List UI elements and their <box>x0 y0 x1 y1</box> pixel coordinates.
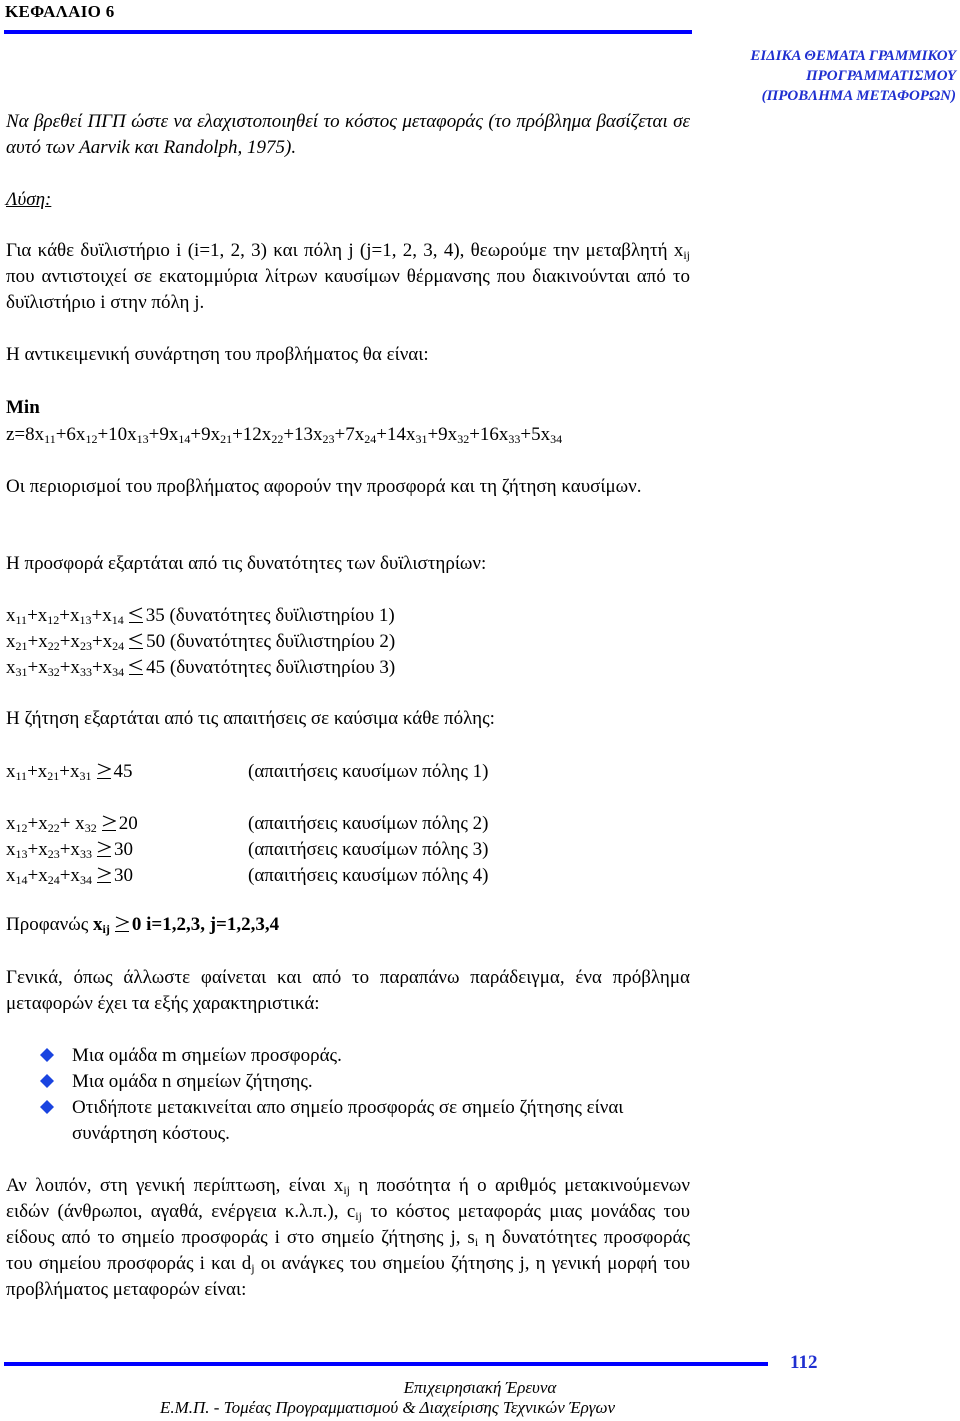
subscript: 14 <box>178 432 191 446</box>
variable: x <box>6 865 16 886</box>
geq-symbol <box>96 869 112 883</box>
subscript: 33 <box>79 665 92 679</box>
variable: x <box>6 761 16 782</box>
subscript: 13 <box>15 847 28 861</box>
subscript: 14 <box>15 873 28 887</box>
rhs-value: 20 <box>118 813 138 834</box>
supply-constraint <box>6 655 395 681</box>
objective-coefficient: +16x <box>469 424 509 445</box>
demand-constraint <box>6 759 133 785</box>
variable: +x <box>27 761 48 782</box>
footer-rule <box>4 1362 768 1366</box>
constraint-note: (απαιτήσεις καυσίμων πόλης 3) <box>248 839 489 860</box>
objective-function <box>6 422 562 448</box>
subscript: j <box>251 1261 255 1275</box>
subscript: 24 <box>364 432 377 446</box>
subscript: 11 <box>15 769 28 783</box>
geq-symbol <box>96 843 112 857</box>
variable: + x <box>59 813 85 834</box>
variable: +x <box>59 631 80 652</box>
section-title-line1: ΕΙΔΙΚΑ ΘΕΜΑΤΑ ΓΡΑΜΜΙΚΟΥ <box>750 48 956 64</box>
subscript: 23 <box>47 847 60 861</box>
demand-constraint <box>6 837 133 863</box>
objective-coefficient: +12x <box>232 424 272 445</box>
subscript: 34 <box>79 873 92 887</box>
subscript: 32 <box>84 821 97 835</box>
variable: x <box>6 657 16 678</box>
subscript: ij <box>355 1209 362 1223</box>
subscript: ij <box>683 248 690 262</box>
objective-coefficient: +10x <box>97 424 137 445</box>
subscript: 34 <box>550 432 563 446</box>
page-number: 112 <box>790 1352 818 1373</box>
constraint-note: (απαιτήσεις καυσίμων πόλης 1) <box>248 761 489 782</box>
solution-label: Λύση: <box>6 189 52 210</box>
objective-coefficient: +6x <box>55 424 86 445</box>
objective-coefficient: +14x <box>376 424 416 445</box>
variable: +x <box>27 813 48 834</box>
subscript: 31 <box>79 769 92 783</box>
constraint-note: (απαιτήσεις καυσίμων πόλης 2) <box>248 813 489 834</box>
subscript: 33 <box>79 847 92 861</box>
variable: +x <box>59 839 80 860</box>
geq-symbol <box>114 918 130 932</box>
demand-constraint <box>6 811 138 837</box>
subscript: 23 <box>79 639 92 653</box>
subscript: 31 <box>415 432 428 446</box>
subscript: 32 <box>47 665 60 679</box>
subscript: 32 <box>457 432 470 446</box>
subscript: 12 <box>15 821 28 835</box>
variable <box>93 914 110 935</box>
text: οι ανάγκες του σημείου ζήτησης j, η γενική μορφή του προβλήματος μεταφορών είναι: <box>6 1253 690 1300</box>
subscript: 13 <box>136 432 149 446</box>
subscript: 12 <box>85 432 98 446</box>
leq-symbol <box>128 661 144 675</box>
diamond-bullet-icon <box>40 1048 54 1062</box>
objective-coefficient: +7x <box>334 424 365 445</box>
rhs-value: 30 <box>113 839 133 860</box>
objective-coefficient: +5x <box>520 424 551 445</box>
footer-department: Ε.Μ.Π. - Τομέας Προγραμματισμού & Διαχείρισης Τεχνικών Έργων <box>159 1398 616 1417</box>
subscript: 21 <box>47 769 60 783</box>
text: η δυνατότητες προσφοράς του σημείου προσφοράς i και d <box>6 1227 690 1274</box>
section-title <box>750 46 956 106</box>
variable: +x <box>27 839 48 860</box>
section-title-line3: (ΠΡΟΒΛΗΜΑ ΜΕΤΑΦΟΡΩΝ) <box>761 88 956 104</box>
variable: x <box>6 839 16 860</box>
variable: +x <box>27 631 48 652</box>
subscript: 34 <box>112 665 125 679</box>
subscript: 13 <box>79 613 92 627</box>
subscript: 14 <box>111 613 124 627</box>
supply-constraint <box>6 629 395 655</box>
rhs-value: 45 <box>113 761 133 782</box>
constraint-note: (δυνατότητες δυϊλιστηρίου 3) <box>169 657 396 678</box>
chapter-title: ΚΕΦΑΛΑΙΟ 6 <box>5 2 115 21</box>
rhs-value: 45 <box>146 657 170 678</box>
subscript: 31 <box>15 665 28 679</box>
rhs-value: 30 <box>113 865 133 886</box>
subscript: 22 <box>271 432 284 446</box>
geq-symbol <box>101 817 117 831</box>
leq-symbol <box>128 635 144 649</box>
supply-constraint <box>6 603 395 629</box>
subscript: 11 <box>15 613 28 627</box>
variable: x <box>6 631 16 652</box>
subscript: ij <box>343 1183 350 1197</box>
paragraph-supply: Η προσφορά εξαρτάται από τις δυνατότητες των δυϊλιστηρίων: <box>6 553 487 574</box>
problem-statement: Να βρεθεί ΠΓΠ ώστε να ελαχιστοποιηθεί το κόστος μεταφοράς (το πρόβλημα βασίζεται σε αυτό των Aarvik και Randolph, 1975). <box>6 111 690 158</box>
variable: +x <box>91 657 113 678</box>
constraint-note: (δυνατότητες δυϊλιστηρίου 2) <box>169 631 396 652</box>
objective-coefficient: +13x <box>283 424 323 445</box>
paragraph-variables <box>6 238 690 316</box>
subscript: 22 <box>47 821 60 835</box>
header-rule <box>4 30 692 34</box>
nonnegativity <box>6 912 279 938</box>
text: το κόστος μεταφοράς μιας μονάδας του είδους από το σημείο προσφοράς i στο σημείο ζήτησης j, s <box>6 1201 690 1248</box>
objective-coefficient: +9x <box>427 424 458 445</box>
constraint-note: (δυνατότητες δυϊλιστηρίου 1) <box>169 605 395 626</box>
paragraph-constraints: Οι περιορισμοί του προβλήματος αφορούν την προσφορά και τη ζήτηση καυσίμων. <box>6 476 642 497</box>
objective-coefficient: 8x <box>25 424 45 445</box>
paragraph-objective: Η αντικειμενική συνάρτηση του προβλήματος θα είναι: <box>6 344 429 365</box>
subscript: ij <box>102 922 110 936</box>
text: η ποσότητα ή ο αριθμός μετακινούμενων ειδών (άνθρωποι, αγαθά, ενέργεια κ.λ.π.), c <box>6 1175 690 1222</box>
subscript: 23 <box>322 432 335 446</box>
variable: x <box>6 605 16 626</box>
subscript: 24 <box>47 873 60 887</box>
variable: +x <box>59 657 80 678</box>
variable: +x <box>27 657 48 678</box>
rhs-value: 35 <box>145 605 170 626</box>
list-item: Μια ομάδα n σημείων ζήτησης. <box>72 1071 313 1092</box>
subscript: 21 <box>220 432 233 446</box>
variable: +x <box>59 865 80 886</box>
subscript: 12 <box>47 613 60 627</box>
text: Προφανώς <box>6 914 93 935</box>
text: που αντιστοιχεί σε εκατομμύρια λίτρων καυσίμων θέρμανσης που διακινούνται από το δυϊλιστήριο i στην πόλη j. <box>6 266 690 313</box>
objective-terms <box>25 424 562 445</box>
variable: +x <box>91 631 113 652</box>
demand-constraint <box>6 863 133 889</box>
variable: +x <box>59 605 80 626</box>
rhs-value: 50 <box>146 631 170 652</box>
subscript: 33 <box>508 432 521 446</box>
subscript: 22 <box>47 639 60 653</box>
min-label: Min <box>6 397 40 418</box>
subscript: 24 <box>112 639 125 653</box>
footer-course: Επιχειρησιακή Έρευνα <box>403 1378 557 1397</box>
list-item: Οτιδήποτε μετακινείται απο σημείο προσφοράς σε σημείο ζήτησης είναι συνάρτηση κόστους. <box>72 1097 624 1144</box>
variable: +x <box>91 605 112 626</box>
variable: +x <box>27 865 48 886</box>
subscript: i <box>474 1235 479 1249</box>
section-title-line2: ΠΡΟΓΡΑΜΜΑΤΙΣΜΟΥ <box>805 68 956 84</box>
subscript: 21 <box>15 639 28 653</box>
text: Για κάθε δυϊλιστήριο i (i=1, 2, 3) και πόλη j (j=1, 2, 3, 4), θεωρούμε την μεταβλητή x <box>6 240 684 261</box>
variable: +x <box>27 605 48 626</box>
paragraph-final <box>6 1173 690 1303</box>
variable: x <box>6 813 16 834</box>
objective-coefficient: +9x <box>190 424 221 445</box>
diamond-bullet-icon <box>40 1100 54 1114</box>
leq-symbol <box>128 609 144 623</box>
paragraph-general: Γενικά, όπως άλλωστε φαίνεται και από το παραπάνω παράδειγμα, ένα πρόβλημα μεταφορών έχει τα εξής χαρακτηριστικά: <box>6 967 690 1014</box>
text: 0 i=1,2,3, j=1,2,3,4 <box>131 914 280 935</box>
variable: +x <box>59 761 80 782</box>
var-x: x <box>93 914 103 935</box>
geq-symbol <box>96 765 112 779</box>
objective-prefix: z= <box>6 424 26 445</box>
diamond-bullet-icon <box>40 1074 54 1088</box>
objective-coefficient: +9x <box>148 424 179 445</box>
text: Αν λοιπόν, στη γενική περίπτωση, είναι x <box>6 1175 344 1196</box>
constraint-note: (απαιτήσεις καυσίμων πόλης 4) <box>248 865 489 886</box>
list-item: Μια ομάδα m σημείων προσφοράς. <box>72 1045 342 1066</box>
subscript: 11 <box>44 432 56 446</box>
paragraph-demand: Η ζήτηση εξαρτάται από τις απαιτήσεις σε καύσιμα κάθε πόλης: <box>6 708 495 729</box>
